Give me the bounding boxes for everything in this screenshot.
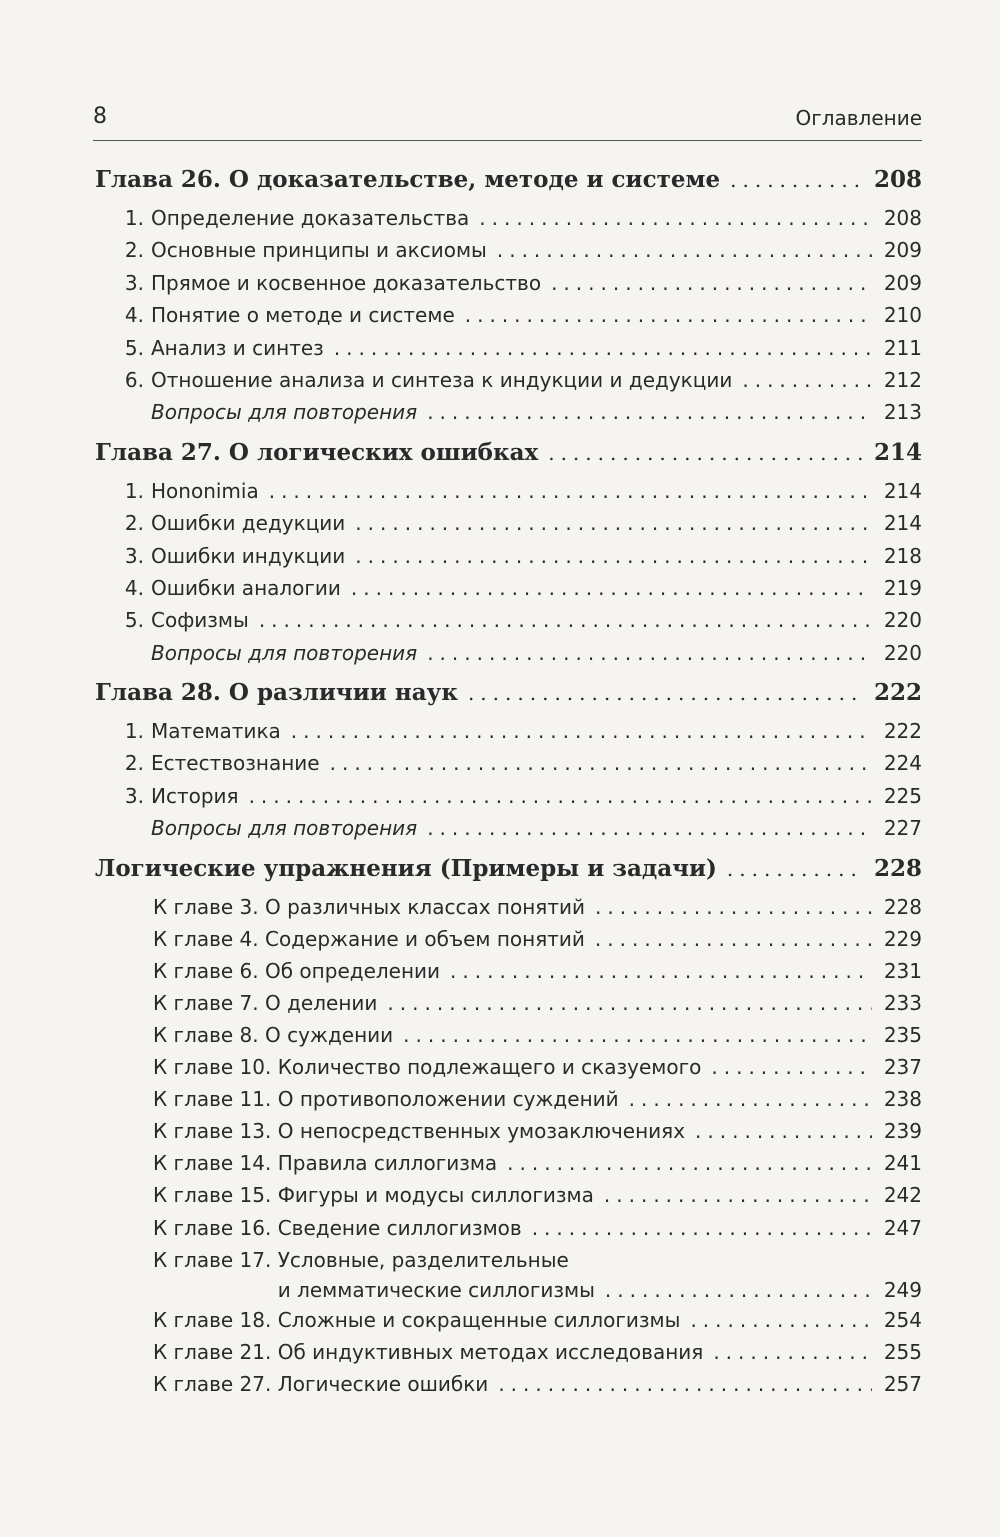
section-page: 218 (883, 543, 922, 568)
section-page: 209 (883, 270, 922, 295)
section-title: Прямое и косвенное доказательство (151, 270, 542, 295)
section-number: 5. (124, 608, 144, 633)
dot-leader (468, 681, 862, 705)
section-number: 2. (124, 238, 144, 263)
exercise-page: 242 (883, 1183, 922, 1208)
exercise-page: 239 (883, 1119, 922, 1144)
dot-leader (629, 1087, 872, 1111)
exercise-title: Правила силлогизма (277, 1151, 498, 1176)
toc-exercise-entry[interactable] (93, 895, 922, 927)
exercise-page: 238 (883, 1087, 922, 1112)
exercise-title-continuation: и лемматические силлогизмы (277, 1277, 595, 1302)
dot-leader (249, 784, 872, 808)
section-number: 3. (124, 270, 144, 295)
exercise-chapter-ref: К главе 13. (153, 1119, 272, 1144)
exercise-chapter-ref: К главе 10. (153, 1055, 272, 1080)
dot-leader (711, 1055, 871, 1079)
section-number: 1. (124, 719, 144, 744)
toc-section-entry[interactable] (93, 608, 922, 640)
exercise-title: Об определении (265, 958, 441, 983)
toc-section-entry[interactable] (93, 271, 922, 303)
review-page: 220 (883, 640, 922, 665)
chapter-page: 208 (873, 166, 922, 193)
toc-exercise-entry[interactable] (93, 1087, 922, 1119)
dot-leader (498, 1372, 872, 1396)
dot-leader (690, 1308, 871, 1332)
section-number: 5. (124, 335, 144, 360)
section-title: Ошибки дедукции (151, 511, 346, 536)
exercise-page: 249 (883, 1277, 922, 1302)
dot-leader (727, 857, 862, 881)
chapter-title: Глава 27. О логических ошибках (95, 438, 539, 466)
exercise-chapter-ref: К главе 14. (153, 1151, 272, 1176)
section-page: 209 (883, 238, 922, 263)
toc-section-entry[interactable] (93, 206, 922, 238)
chapter-page: 214 (873, 438, 922, 466)
exercise-page: 233 (883, 990, 922, 1015)
exercise-title: О противоположении суждений (277, 1087, 619, 1112)
exercise-title: Содержание и объем понятий (265, 926, 585, 951)
toc-exercise-entry-first-line[interactable] (93, 1248, 922, 1278)
toc-chapter-entry[interactable] (93, 679, 922, 719)
section-title: Понятие о методе и системе (151, 303, 455, 328)
dot-leader (742, 368, 871, 392)
dot-leader (427, 816, 872, 840)
exercise-title: Количество подлежащего и сказуемого (277, 1055, 702, 1080)
toc-section-entry[interactable] (93, 511, 922, 543)
toc-exercise-entry[interactable] (93, 1119, 922, 1151)
dot-leader (355, 544, 872, 568)
exercise-title: Сложные и сокращенные силлогизмы (277, 1307, 681, 1332)
exercise-page: 235 (883, 1023, 922, 1048)
exercise-page: 247 (883, 1215, 922, 1240)
exercise-chapter-ref: К главе 8. (153, 1023, 259, 1048)
exercise-chapter-ref: К главе 4. (153, 926, 259, 951)
dot-leader (351, 576, 872, 600)
section-page: 212 (883, 367, 922, 392)
section-title: Анализ и синтез (151, 335, 324, 360)
dot-leader (605, 1278, 872, 1302)
toc-section-entry[interactable] (93, 479, 922, 511)
dot-leader (532, 1216, 872, 1240)
review-page: 227 (883, 816, 922, 841)
dot-leader (497, 238, 872, 262)
exercises-title: Логические упражнения (Примеры и задачи) (95, 854, 717, 882)
toc-exercise-entry[interactable] (93, 1055, 922, 1087)
section-number: 6. (124, 367, 144, 392)
review-title: Вопросы для повторения (151, 400, 418, 425)
section-page: 211 (883, 335, 922, 360)
running-header (93, 104, 922, 141)
toc-exercise-entry[interactable] (93, 1372, 922, 1404)
section-title: Естествознание (151, 751, 320, 776)
section-number: 3. (124, 783, 144, 808)
exercise-chapter-ref: К главе 7. (153, 990, 259, 1015)
dot-leader (387, 991, 871, 1015)
toc-review-entry[interactable] (93, 641, 922, 673)
toc-exercises-heading[interactable] (93, 855, 922, 895)
exercise-title: О непосредственных умозаключениях (277, 1119, 686, 1144)
review-title: Вопросы для повторения (151, 816, 418, 841)
dot-leader (713, 1340, 871, 1364)
section-page: 214 (883, 478, 922, 503)
section-page: 208 (883, 206, 922, 230)
dot-leader (595, 895, 872, 919)
section-number: 2. (124, 511, 144, 536)
dot-leader (548, 441, 862, 465)
toc-exercise-entry-continuation[interactable] (93, 1278, 922, 1308)
toc-chapter-entry[interactable] (93, 439, 922, 479)
section-number: 1. (124, 478, 144, 503)
toc-exercise-entry[interactable] (93, 1183, 922, 1215)
chapter-title: Глава 26. О доказательстве, методе и системе (95, 166, 721, 193)
dot-leader (330, 751, 872, 775)
toc-section-entry[interactable] (93, 751, 922, 783)
section-number: 2. (124, 751, 144, 776)
exercise-chapter-ref: К главе 16. (153, 1215, 272, 1240)
dot-leader (291, 719, 872, 743)
exercises-page: 228 (873, 854, 922, 882)
section-page: 222 (883, 719, 922, 744)
toc-exercise-entry[interactable] (93, 1023, 922, 1055)
dot-leader (479, 206, 872, 230)
exercise-title: Сведение силлогизмов (277, 1215, 522, 1240)
toc-review-entry[interactable] (93, 400, 922, 432)
section-number: 4. (124, 303, 144, 328)
exercise-title: О различных классах понятий (265, 894, 585, 919)
toc-exercise-entry[interactable] (93, 927, 922, 959)
dot-leader (427, 641, 872, 665)
dot-leader (730, 168, 862, 192)
section-title: Определение доказательства (151, 206, 470, 230)
exercise-title: Фигуры и модусы силлогизма (277, 1183, 594, 1208)
exercise-chapter-ref: К главе 17. (153, 1247, 272, 1272)
review-title: Вопросы для повторения (151, 640, 418, 665)
exercise-title: О делении (265, 990, 378, 1015)
dot-leader (604, 1183, 872, 1207)
section-title: Основные принципы и аксиомы (151, 238, 487, 263)
toc-section-entry[interactable] (93, 368, 922, 400)
dot-leader (465, 303, 872, 327)
table-of-contents (93, 166, 922, 1404)
toc-exercise-entry[interactable] (93, 991, 922, 1023)
exercise-page: 231 (883, 958, 922, 983)
exercise-page: 255 (883, 1339, 922, 1364)
exercise-title: Условные, разделительные (277, 1247, 569, 1272)
exercise-page: 228 (883, 894, 922, 919)
toc-chapter-entry[interactable] (93, 166, 922, 206)
section-page: 225 (883, 783, 922, 808)
exercise-page: 241 (883, 1151, 922, 1176)
exercise-chapter-ref: К главе 15. (153, 1183, 272, 1208)
toc-exercise-entry[interactable] (93, 1216, 922, 1248)
toc-section-entry[interactable] (93, 719, 922, 751)
section-number: 4. (124, 575, 144, 600)
toc-exercise-entry[interactable] (93, 1151, 922, 1183)
dot-leader (334, 336, 872, 360)
dot-leader (427, 400, 872, 424)
exercise-chapter-ref: К главе 21. (153, 1339, 272, 1364)
section-page: 214 (883, 511, 922, 536)
chapter-page: 222 (873, 679, 922, 707)
section-title: История (151, 783, 239, 808)
section-title: Ошибки индукции (151, 543, 346, 568)
toc-review-entry[interactable] (93, 816, 922, 848)
section-title: Hononimia (151, 478, 259, 503)
exercise-chapter-ref: К главе 27. (153, 1371, 272, 1396)
section-page: 220 (883, 608, 922, 633)
exercise-title: Логические ошибки (277, 1371, 489, 1396)
section-number: 1. (124, 206, 144, 230)
dot-leader (259, 608, 872, 632)
exercise-page: 237 (883, 1055, 922, 1080)
toc-section-entry[interactable] (93, 303, 922, 335)
exercise-page: 254 (883, 1307, 922, 1332)
section-page: 219 (883, 575, 922, 600)
page-number: 8 (93, 104, 107, 129)
exercise-chapter-ref: К главе 18. (153, 1307, 272, 1332)
section-page: 224 (883, 751, 922, 776)
toc-section-entry[interactable] (93, 336, 922, 368)
toc-section-entry[interactable] (93, 576, 922, 608)
exercise-title: О суждении (265, 1023, 394, 1048)
toc-section-entry[interactable] (93, 544, 922, 576)
dot-leader (507, 1151, 872, 1175)
exercise-page: 257 (883, 1371, 922, 1396)
toc-exercise-entry[interactable] (93, 1308, 922, 1340)
chapter-title: Глава 28. О различии наук (95, 679, 458, 707)
exercise-page: 229 (883, 926, 922, 951)
section-title: Отношение анализа и синтеза к индукции и дедукции (151, 367, 733, 392)
dot-leader (595, 927, 872, 951)
section-title: Софизмы (151, 608, 249, 633)
section-number: 3. (124, 543, 144, 568)
dot-leader (551, 271, 872, 295)
exercise-chapter-ref: К главе 6. (153, 958, 259, 983)
dot-leader (403, 1023, 872, 1047)
section-title: Математика (151, 719, 281, 744)
dot-leader (269, 479, 872, 503)
toc-exercise-entry[interactable] (93, 1340, 922, 1372)
toc-section-entry[interactable] (93, 238, 922, 270)
section-page: 210 (883, 303, 922, 328)
exercise-chapter-ref: К главе 11. (153, 1087, 272, 1112)
section-title: Ошибки аналогии (151, 575, 341, 600)
toc-section-entry[interactable] (93, 784, 922, 816)
dot-leader (450, 959, 872, 983)
exercise-title: Об индуктивных методах исследования (277, 1339, 704, 1364)
review-page: 213 (883, 400, 922, 425)
dot-leader (355, 511, 872, 535)
running-title: Оглавление (795, 106, 922, 130)
exercise-chapter-ref: К главе 3. (153, 894, 259, 919)
toc-exercise-entry[interactable] (93, 959, 922, 991)
dot-leader (695, 1119, 872, 1143)
